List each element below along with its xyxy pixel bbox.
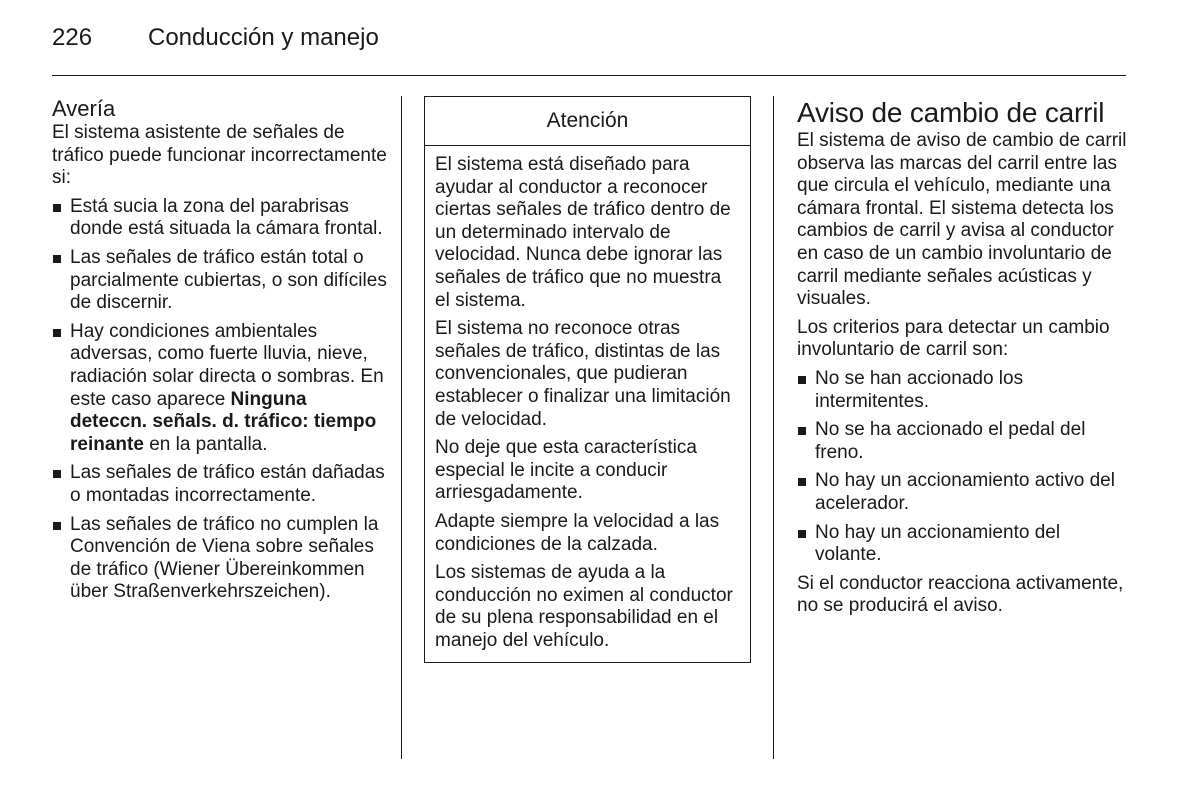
header-divider — [52, 75, 1126, 76]
bullet-square-icon — [798, 478, 806, 486]
attention-paragraph: Los sistemas de ayuda a la conducción no eximen al conductor de su plena responsabilidad en el manejo del vehículo. — [435, 562, 733, 651]
averia-intro: El sistema asistente de señales de tráfico puede funcionar incorrectamente si: — [52, 122, 387, 189]
middle-column — [424, 96, 751, 663]
attention-paragraph: Adapte siempre la velocidad a las condiciones de la calzada. — [435, 510, 720, 555]
bullet-square-icon — [53, 255, 61, 263]
attention-paragraph: No deje que esta característica especial le incite a conducir arriesgadamente. — [435, 437, 697, 504]
section-heading-aviso-cambio-carril: Aviso de cambio de carril — [797, 97, 1105, 128]
bullet-square-icon — [798, 376, 806, 384]
chapter-title: Conducción y manejo — [148, 24, 379, 51]
aviso-criteria-intro: Los criterios para detectar un cambio involuntario de carril son: — [797, 316, 1110, 361]
column-divider-right — [773, 96, 774, 759]
page-header — [52, 24, 379, 60]
aviso-bullet-list — [797, 368, 1127, 567]
bullet-square-icon — [53, 470, 61, 478]
section-heading-averia: Avería — [52, 96, 116, 121]
attention-paragraph: El sistema no reconoce otras señales de tráfico, distintas de las convencionales, que pudieran establecer o finalizar una limitación de velocidad. — [435, 318, 731, 430]
left-column — [52, 96, 387, 610]
bullet-square-icon — [53, 522, 61, 530]
list-item: Las señales de tráfico están total o parcialmente cubiertas, o son difíciles de discernir. — [52, 247, 387, 315]
list-item: Las señales de tráfico están dañadas o montadas incorrectamente. — [52, 462, 387, 507]
attention-box — [424, 96, 751, 663]
list-item: No hay un accionamiento activo del acelerador. — [797, 470, 1127, 515]
aviso-closing: Si el conductor reacciona activamente, no se producirá el aviso. — [797, 572, 1124, 617]
attention-title: Atención — [425, 97, 750, 146]
bullet-square-icon — [798, 530, 806, 538]
right-column — [797, 96, 1127, 624]
attention-body — [425, 146, 750, 662]
display-message: Ninguna deteccn. señals. d. tráfico: tiempo reinante — [70, 388, 377, 455]
list-item: No se ha accionado el pedal del freno. — [797, 419, 1127, 464]
list-item: Hay condiciones ambientales adversas, como fuerte lluvia, nieve, radiación solar directa o sombras. En este caso aparece Ninguna deteccn. señals. d. tráfico: tiempo reinante en la pantalla. — [52, 321, 387, 457]
bullet-square-icon — [53, 204, 61, 212]
list-item: No hay un accionamiento del volante. — [797, 522, 1127, 567]
bullet-square-icon — [798, 427, 806, 435]
averia-bullet-list — [52, 196, 387, 604]
page-number: 226 — [52, 24, 93, 51]
list-item: Está sucia la zona del parabrisas donde está situada la cámara frontal. — [52, 196, 387, 241]
list-item: No se han accionado los intermitentes. — [797, 368, 1127, 413]
attention-paragraph: El sistema está diseñado para ayudar al conductor a reconocer ciertas señales de tráfico dentro de un determinado intervalo de velocidad. Nunca debe ignorar las señales de tráfico que no muestra el sistema. — [435, 154, 731, 311]
column-divider-left — [401, 96, 402, 759]
bullet-square-icon — [53, 329, 61, 337]
list-item: Las señales de tráfico no cumplen la Convención de Viena sobre señales de tráfico (Wiener Übereinkommen über Straßenverkehrszeichen). — [52, 514, 387, 604]
aviso-description: El sistema de aviso de cambio de carril observa las marcas del carril entre las que circula el vehículo, mediante una cámara frontal. El sistema detecta los cambios de carril y avisa al conductor en caso de un cambio involuntario de carril mediante señales acústicas y visuales. — [797, 130, 1127, 310]
